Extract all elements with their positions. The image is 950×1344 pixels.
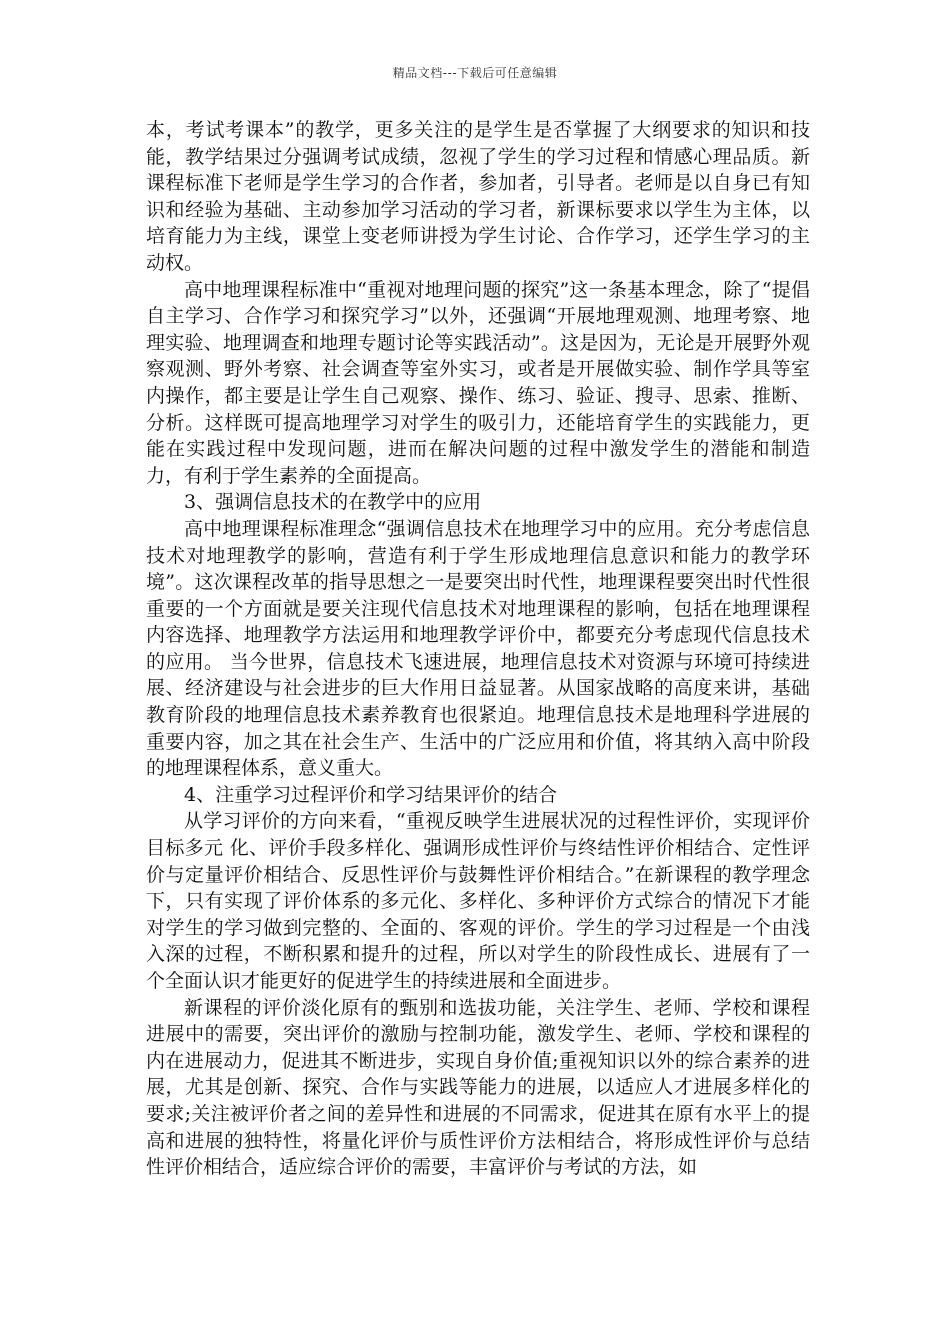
section-heading-3: 3、强调信息技术的在教学中的应用 [184, 491, 482, 514]
section-heading-4: 4、注重学习过程评价和学习结果评价的结合 [184, 783, 558, 806]
paragraph-continuation: 本，考试考课本”的教学，更多关注的是学生是否掌握了大纲要求的知识和技能，教学结果过分强调考试成绩，忽视了学生的学习过程和情感心理品质。新课程标准下老师是学生学习的合作者，参加者，引导者。老师是以自身已有知识和经验为基础、主动参加学习活动的学习者，新课标要求以学生为主体，以培育能力为主线，课堂上变老师讲授为学生讨论、合作学习，还学生学习的主动权。 [146, 119, 810, 274]
page-header: 精品文档---下载后可任意编辑 [392, 66, 558, 80]
document-body [146, 117, 810, 1181]
paragraph-geography-inquiry: 高中地理课程标准中“重视对地理问题的探究”这一条基本理念，除了“提倡自主学习、合作学习和探究学习”以外，还强调“开展地理观测、地理考察、地理实验、地理调查和地理专题讨论等实践活动”。这是因为，无论是开展野外观察观测、野外考察、社会调查等室外实习，或者是开展做实验、制作学具等室内操作，都主要是让学生自己观察、操作、练习、验证、搜寻、思索、推断、分析。这样既可提高地理学习对学生的吸引力，还能培育学生的实践能力，更能在实践过程中发现问题，进而在解决问题的过程中激发学生的潜能和制造力，有利于学生素养的全面提高。 [146, 278, 810, 487]
paragraph-evaluation-direction: 从学习评价的方向来看，“重视反映学生进展状况的过程性评价，实现评价目标多元 化、评价手段多样化、强调形成性评价与终结性评价相结合、定性评价与定量评价相结合、反思性评价与鼓舞性评价相结合。”在新课程的教学理念下，只有实现了评价体系的多元化、多样化、多种评价方式综合的情况下才能对学生的学习做到完整的、全面的、客观的评价。学生的学习过程是一个由浅入深的过程，不断积累和提升的过程，所以对学生的阶段性成长、进展有了一个全面认识才能更好的促进学生的持续进展和全面进步。 [146, 810, 810, 992]
paragraph-information-technology: 高中地理课程标准理念“强调信息技术在地理学习中的应用。充分考虑信息技术对地理教学的影响，营造有利于学生形成地理信息意识和能力的教学环境”。这次课程改革的指导思想之一是要突出时代性，地理课程要突出时代性很重要的一个方面就是要关注现代信息技术对地理课程的影响，包括在地理课程内容选择、地理教学方法运用和地理教学评价中，都要充分考虑现代信息技术的应用。 当今世界，信息技术飞速进展，地理信息技术对资源与环境可持续进展、经济建设与社会进步的巨大作用日益显著。从国家战略的高度来讲，基础教育阶段的地理信息技术素养教育也很紧迫。地理信息技术是地理科学进展的重要内容，加之其在社会生产、生活中的广泛应用和价值，将其纳入高中阶段的地理课程体系，意义重大。 [146, 517, 810, 780]
paragraph-new-curriculum-evaluation: 新课程的评价淡化原有的甄别和选拔功能，关注学生、老师、学校和课程进展中的需要，突出评价的激励与控制功能，激发学生、老师、学校和课程的内在进展动力，促进其不断进步，实现自身价值;重视知识以外的综合素养的进展，尤其是创新、探究、合作与实践等能力的进展，以适应人才进展多样化的要求;关注被评价者之间的差异性和进展的不同需求，促进其在原有水平上的提高和进展的独特性，将量化评价与质性评价方法相结合，将形成性评价与总结性评价相结合，适应综合评价的需要，丰富评价与考试的方法，如 [146, 996, 810, 1179]
